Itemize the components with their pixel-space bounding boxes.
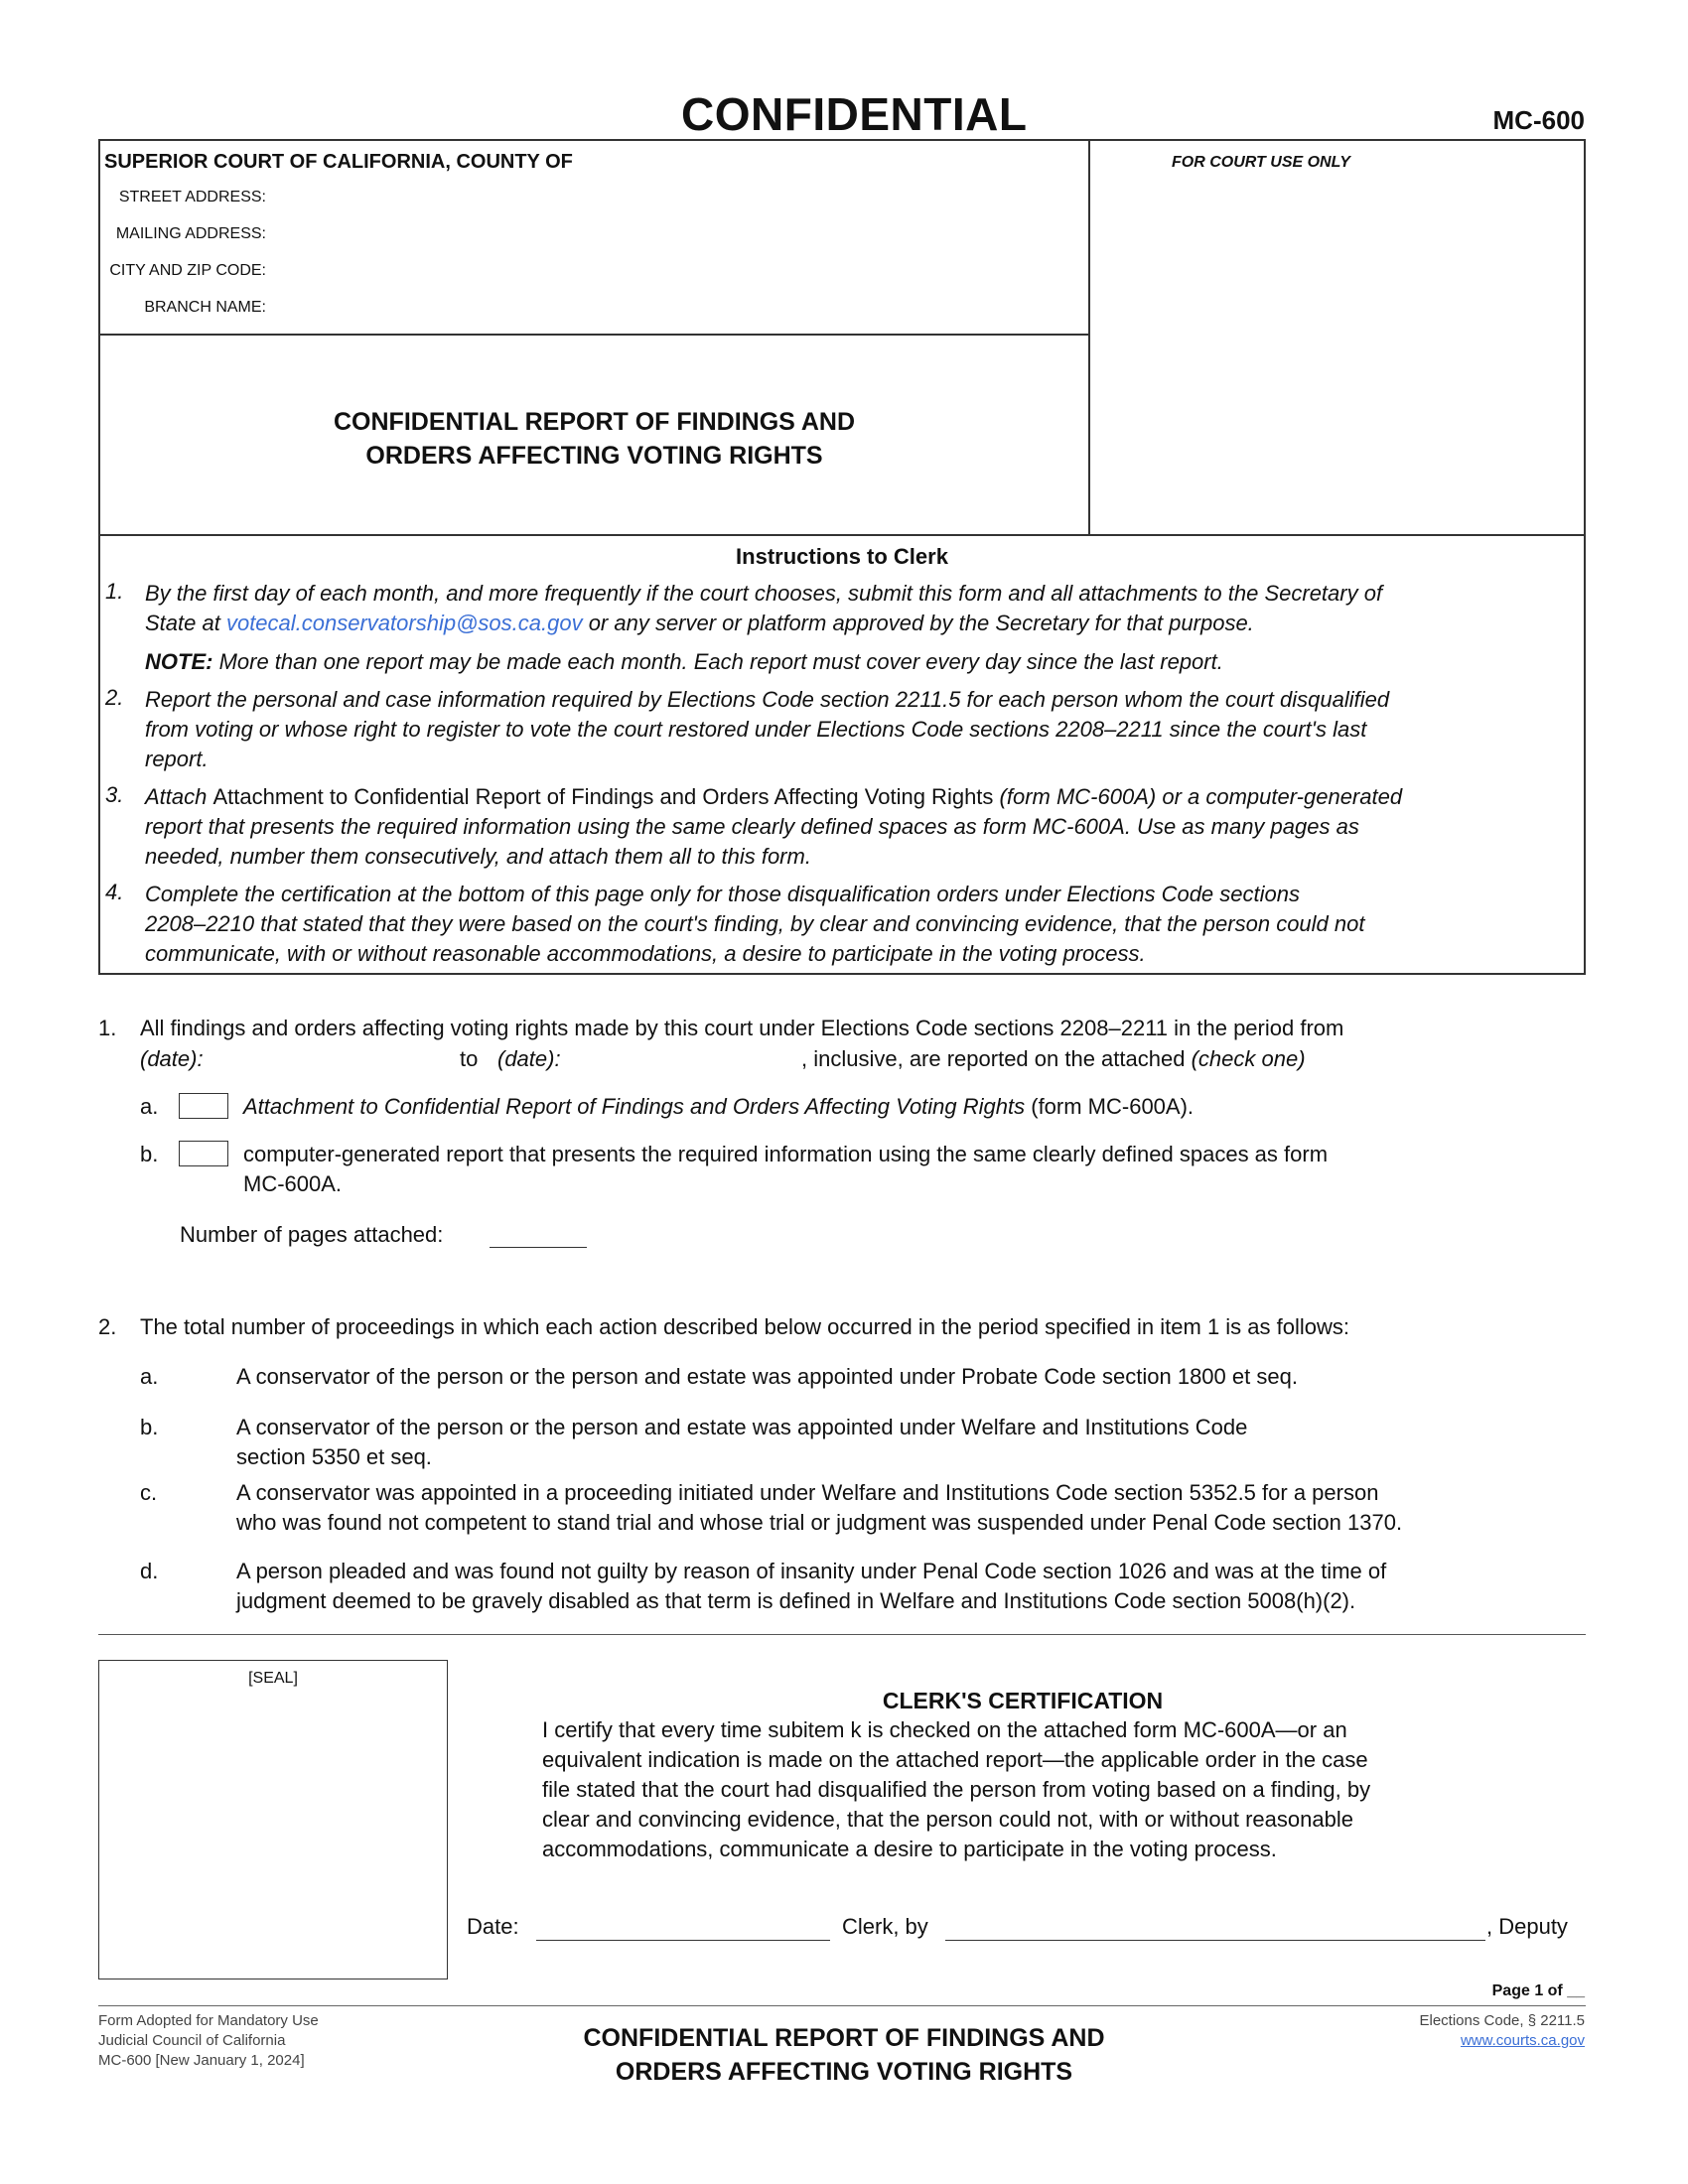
confidential-heading: CONFIDENTIAL (681, 88, 1028, 140)
instruction-3-post: (form MC-600A) or a computer-generated (993, 784, 1403, 809)
clerk-signature-field[interactable] (945, 1940, 1485, 1941)
item-2d-letter: d. (140, 1559, 159, 1583)
instruction-number: 2. (105, 685, 124, 710)
item-1-inclusive (801, 1044, 1306, 1074)
item-2a-letter: a. (140, 1364, 159, 1389)
instruction-1-pre: State at (145, 611, 226, 635)
instruction-3-line2: report that presents the required information using the same clearly defined spaces as form MC-600A. Use as many pages as (145, 814, 1359, 839)
item-2b-line2: section 5350 et seq. (236, 1444, 432, 1469)
item-2d-line2: judgment deemed to be gravely disabled as that term is defined in Welfare and Institutions Code section 5008(h)(2). (236, 1588, 1356, 1613)
instruction-2 (145, 685, 1575, 774)
section-divider (98, 1634, 1586, 1635)
item-2c-text (236, 1478, 1587, 1538)
instruction-number: 3. (105, 782, 124, 807)
certification-line5: accommodations, communicate a desire to participate in the voting process. (542, 1837, 1277, 1861)
to-date-label: (date): (497, 1046, 561, 1071)
item-2b-line1: A conservator of the person or the person and estate was appointed under Welfare and Institutions Code (236, 1415, 1248, 1439)
footer-divider (98, 2005, 1586, 2006)
seal-box (98, 1660, 448, 1979)
page-number: Page 1 of __ (1491, 1982, 1585, 1999)
certification-date-field[interactable] (536, 1940, 830, 1941)
instruction-number: 1. (105, 579, 124, 604)
item-2-number: 2. (98, 1314, 117, 1339)
branch-name-label: BRANCH NAME: (144, 299, 266, 316)
instruction-1-post: or any server or platform approved by the Secretary for that purpose. (582, 611, 1254, 635)
item-2b-letter: b. (140, 1415, 159, 1439)
footer-code-info (1419, 2011, 1585, 2051)
court-use-only-label: FOR COURT USE ONLY (1172, 154, 1350, 171)
instruction-number: 4. (105, 880, 124, 904)
note-text: More than one report may be made each month. Each report must cover every day since the last report. (212, 649, 1223, 674)
item-2d-line1: A person pleaded and was found not guilty by reason of insanity under Penal Code section 1026 and was at the time of (236, 1559, 1387, 1583)
certification-heading: CLERK'S CERTIFICATION (882, 1688, 1164, 1713)
item-1a-text (243, 1092, 1574, 1122)
certification-line1: I certify that every time subitem k is checked on the attached form MC-600A—or an (542, 1717, 1347, 1742)
form-title-line2: ORDERS AFFECTING VOTING RIGHTS (365, 442, 823, 470)
item-1a-rest: (form MC-600A). (1025, 1094, 1195, 1119)
form-title (98, 405, 1090, 473)
instruction-1 (145, 579, 1575, 638)
instruction-3-line3: needed, number them consecutively, and attach them all to this form. (145, 844, 811, 869)
form-adopted-line3: MC-600 [New January 1, 2024] (98, 2052, 305, 2069)
form-adopted-line1: Form Adopted for Mandatory Use (98, 2012, 319, 2029)
item-1a-checkbox[interactable] (179, 1093, 228, 1119)
item-2c-line2: who was found not competent to stand trial and whose trial or judgment was suspended under Penal Code section 1370. (236, 1510, 1403, 1535)
instructions-heading: Instructions to Clerk (736, 544, 948, 569)
instruction-1-line2 (145, 609, 1575, 638)
certification-line2: equivalent indication is made on the attached report—the applicable order in the case (542, 1747, 1368, 1772)
instruction-2-line2: from voting or whose right to register to vote the court restored under Elections Code sections 2208–2211 since the court's last (145, 717, 1367, 742)
instruction-2-line1: Report the personal and case information required by Elections Code section 2211.5 for each person whom the court disqualified (145, 687, 1390, 712)
city-zip-label: CITY AND ZIP CODE: (109, 262, 266, 279)
certification-line4: clear and convincing evidence, that the person could not, with or without reasonable (542, 1807, 1353, 1832)
item-2c-line1: A conservator was appointed in a proceeding initiated under Welfare and Institutions Code section 5352.5 for a person (236, 1480, 1379, 1505)
item-1-number: 1. (98, 1016, 117, 1040)
check-one-text: (check one) (1191, 1046, 1306, 1071)
instruction-3 (145, 782, 1585, 872)
certification-date-label: Date: (467, 1914, 519, 1939)
instruction-3-pre: Attach (145, 784, 213, 809)
street-address-field[interactable] (270, 185, 1084, 208)
item-1b-checkbox[interactable] (179, 1141, 228, 1166)
instruction-note (145, 647, 1575, 677)
item-1-line1: All findings and orders affecting voting rights made by this court under Elections Code sections 2208–2211 in the period from (140, 1016, 1344, 1040)
clerk-by-label: Clerk, by (842, 1914, 928, 1939)
certification-text (542, 1715, 1495, 1864)
branch-name-field[interactable] (270, 295, 1084, 319)
street-address-label: STREET ADDRESS: (118, 189, 266, 205)
item-1b-line2: MC-600A. (243, 1171, 343, 1196)
courts-website-link[interactable]: www.courts.ca.gov (1460, 2032, 1585, 2049)
elections-code: Elections Code, § 2211.5 (1419, 2012, 1585, 2029)
deputy-label: , Deputy (1486, 1914, 1568, 1939)
item-2b-text (236, 1413, 1567, 1472)
to-label: to (460, 1046, 479, 1071)
instruction-3-form-name: Attachment to Confidential Report of Findings and Orders Affecting Voting Rights (212, 784, 994, 809)
footer-title-line1: CONFIDENTIAL REPORT OF FINDINGS AND (583, 2024, 1105, 2052)
pages-attached-field[interactable] (490, 1247, 587, 1248)
item-2d-text (236, 1557, 1587, 1616)
footer-title-line2: ORDERS AFFECTING VOTING RIGHTS (615, 2058, 1073, 2086)
form-number: MC-600 (1492, 105, 1585, 135)
item-2a-text: A conservator of the person or the person and estate was appointed under Probate Code section 1800 et seq. (236, 1364, 1298, 1389)
mailing-address-field[interactable] (270, 221, 1084, 245)
mailing-address-label: MAILING ADDRESS: (115, 225, 266, 242)
pages-attached-label: Number of pages attached: (180, 1222, 444, 1247)
item-1a-form-name: Attachment to Confidential Report of Findings and Orders Affecting Voting Rights (243, 1094, 1026, 1119)
note-label: NOTE: (145, 649, 213, 674)
inclusive-text: , inclusive, are reported on the attached (801, 1046, 1186, 1071)
from-date-label: (date): (140, 1046, 204, 1071)
footer-title (477, 2021, 1211, 2089)
instruction-3-line1 (145, 782, 1585, 812)
city-zip-field[interactable] (270, 258, 1084, 282)
certification-line3: file stated that the court had disqualified the person from voting based on a finding, by (542, 1777, 1371, 1802)
item-2c-letter: c. (140, 1480, 158, 1505)
sos-email-link[interactable]: votecal.conservatorship@sos.ca.gov (225, 611, 583, 635)
instruction-4-line3: communicate, with or without reasonable accommodations, a desire to participate in the voting process. (145, 941, 1146, 966)
instruction-4 (145, 880, 1575, 969)
from-date-field[interactable] (216, 1044, 455, 1072)
form-adopted-line2: Judicial Council of California (98, 2032, 286, 2049)
form-title-line1: CONFIDENTIAL REPORT OF FINDINGS AND (334, 408, 855, 436)
court-name: SUPERIOR COURT OF CALIFORNIA, COUNTY OF (104, 151, 573, 173)
item-1a-letter: a. (140, 1094, 159, 1119)
instruction-2-line3: report. (145, 747, 209, 771)
item-1b-text (243, 1140, 1574, 1199)
instruction-1-line1: By the first day of each month, and more frequently if the court chooses, submit this form and all attachments to the Secretary of (145, 581, 1383, 606)
seal-label: [SEAL] (248, 1670, 298, 1687)
item-1b-letter: b. (140, 1142, 159, 1166)
to-date-field[interactable] (574, 1044, 794, 1072)
item-1b-line1: computer-generated report that presents the required information using the same clearly defined spaces as form (243, 1142, 1329, 1166)
instruction-4-line1: Complete the certification at the bottom of this page only for those disqualification orders under Elections Code sections (145, 882, 1300, 906)
form-adopted-info (98, 2011, 319, 2071)
instruction-4-line2: 2208–2210 that stated that they were based on the court's finding, by clear and convincing evidence, that the person could not (145, 911, 1365, 936)
item-2-intro: The total number of proceedings in which each action described below occurred in the period specified in item 1 is as follows: (140, 1314, 1349, 1339)
